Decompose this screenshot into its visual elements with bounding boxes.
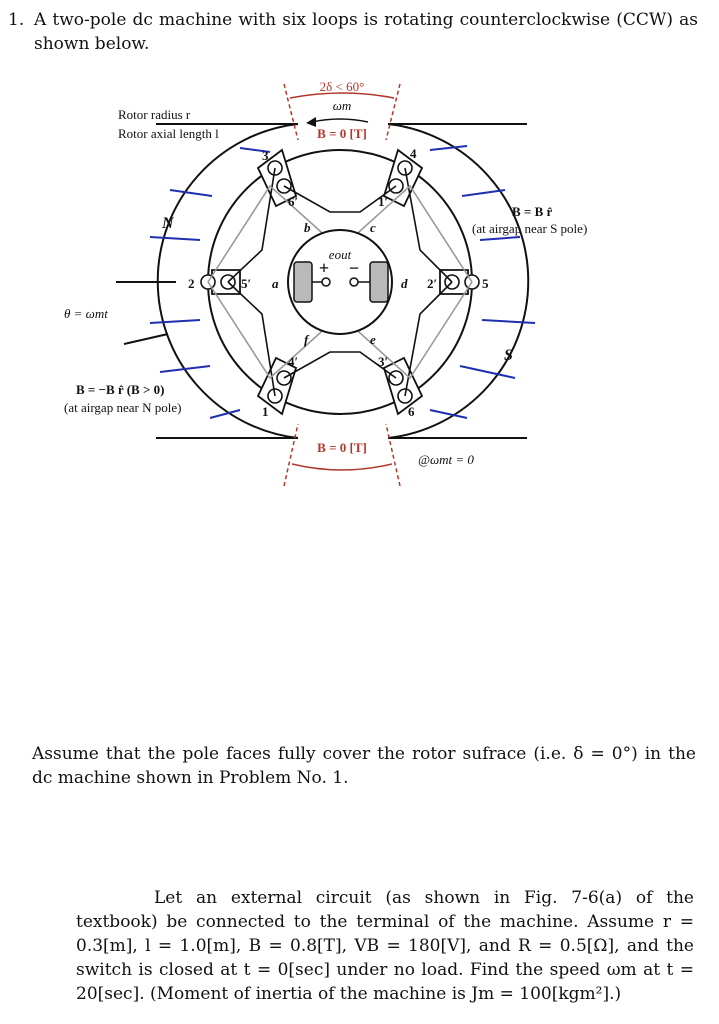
b-n-pole-sub-label: (at airgap near N pole)	[64, 400, 182, 415]
segment-label-f: f	[304, 332, 309, 347]
dc-machine-diagram	[0, 68, 719, 498]
problem-3	[76, 886, 694, 1006]
loop-label-4: 4	[410, 146, 417, 161]
omega-label: ωm	[332, 98, 352, 113]
b-zero-top-label: B = 0 [T]	[317, 126, 367, 141]
loop-label-2: 2	[188, 276, 195, 291]
loop-label-3p: 3′	[378, 354, 389, 369]
theta-label: θ = ωmt	[64, 306, 108, 321]
segment-label-c: c	[370, 220, 376, 235]
pole-n-label: N	[162, 215, 174, 232]
problem-3-text: Let an external circuit (as shown in Fig. 7-6(a) of the textbook) be connected to the terminal of the machine. Assume r = 0.3[m], l = 1.0[m], B = 0.8[T], VB = 180[V], and R = 0.5[Ω], and the switch is closed at t = 0[sec] under no load. Find the speed ωm at t = 20[sec]. (Moment of inertia of the machine is Jm = 100[kgm²].)	[76, 888, 694, 1004]
time-label: @ωmt = 0	[418, 452, 474, 467]
problem-1	[8, 8, 698, 56]
loop-label-6p: 6′	[288, 194, 299, 209]
problem-1-text: A two-pole dc machine with six loops is rotating counterclockwise (CCW) as shown below.	[34, 10, 698, 54]
loop-label-5: 5	[482, 276, 489, 291]
loop-label-4p: 4′	[288, 354, 299, 369]
commutator	[288, 230, 392, 334]
eout-label: eout	[328, 247, 352, 262]
loop-label-5p: 5′	[241, 276, 252, 291]
segment-label-d: d	[401, 276, 408, 291]
terminal-plus	[322, 278, 330, 286]
loop-label-3: 3	[262, 148, 269, 163]
segment-label-a: a	[272, 276, 279, 291]
b-s-pole-label: B = B r̂	[512, 204, 553, 219]
problem-2-text: Assume that the pole faces fully cover the rotor sufrace (i.e. δ = 0°) in the dc machine shown in Problem No. 1.	[32, 744, 696, 788]
segment-label-b: b	[304, 220, 311, 235]
loop-label-1: 1	[262, 404, 269, 419]
brush-left	[294, 262, 312, 302]
pole-s-label: S	[504, 347, 513, 364]
loop-label-6: 6	[408, 404, 415, 419]
minus-label: −	[348, 258, 360, 278]
bottom-angle-arc	[292, 464, 392, 470]
plus-label: +	[318, 258, 330, 278]
segment-label-e: e	[370, 332, 376, 347]
rotor-length-label: Rotor axial length l	[118, 126, 219, 141]
loop-label-1p: 1′	[378, 194, 389, 209]
b-zero-bottom-label: B = 0 [T]	[317, 440, 367, 455]
loop-label-2p: 2′	[427, 276, 438, 291]
rotor-radius-label: Rotor radius r	[118, 107, 191, 122]
brush-right	[370, 262, 388, 302]
omega-arrowhead	[306, 117, 316, 127]
top-angle-label: 2δ < 60°	[319, 79, 365, 94]
slot-6-3p	[384, 358, 422, 414]
b-s-pole-sub-label: (at airgap near S pole)	[472, 221, 588, 236]
terminal-minus	[350, 278, 358, 286]
omega-arrow	[312, 119, 368, 122]
problem-1-number: 1.	[8, 10, 25, 30]
b-n-pole-label: B = −B r̂ (B > 0)	[76, 382, 165, 397]
theta-rotated-line	[124, 334, 168, 344]
